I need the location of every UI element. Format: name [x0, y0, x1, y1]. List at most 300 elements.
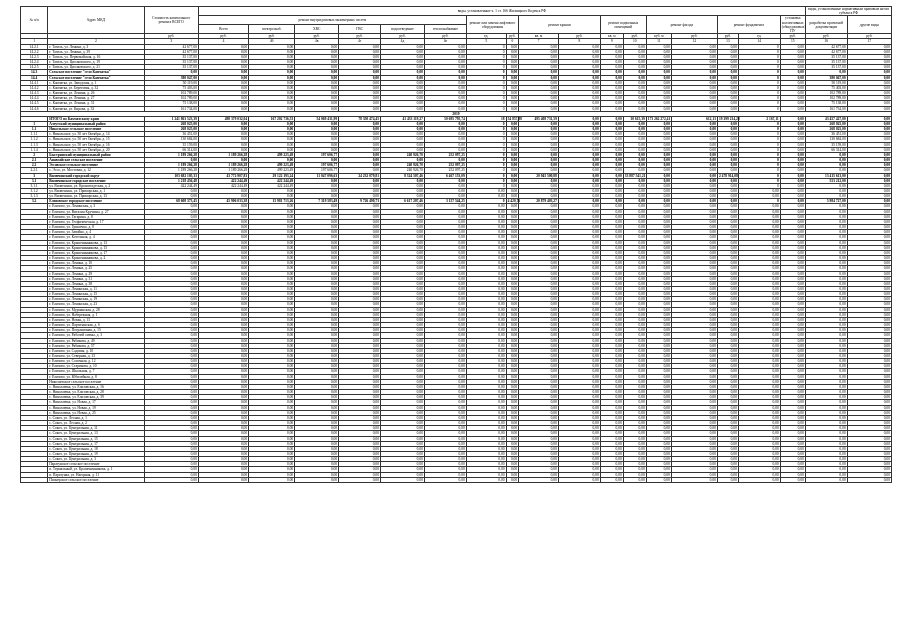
- row-value: 0,00: [249, 436, 295, 441]
- row-value: 0,00: [381, 261, 425, 266]
- row-value: 102 789,00: [805, 91, 847, 96]
- row-value: 0,00: [717, 462, 738, 467]
- row-value: 0,00: [600, 152, 623, 157]
- row-value: 0,00: [558, 147, 600, 152]
- row-value: 0,00: [424, 209, 466, 214]
- row-value: 0,00: [144, 214, 198, 219]
- row-address: с. Николаевка, ул. Елизовская, д. 39: [48, 395, 144, 400]
- row-value: 0,00: [339, 250, 381, 255]
- row-value: 0,00: [339, 333, 381, 338]
- row-value: 0,00: [847, 85, 891, 90]
- row-value: 0,00: [466, 312, 506, 317]
- row-value: 0,00: [847, 256, 891, 261]
- row-value: 0,00: [738, 204, 780, 209]
- row-value: 0,00: [424, 256, 466, 261]
- row-value: 0,00: [558, 106, 600, 111]
- row-value: 0,00: [646, 235, 671, 240]
- row-value: 0,00: [558, 472, 600, 477]
- row-value: 0,00: [381, 256, 425, 261]
- row-value: 0,00: [295, 431, 339, 436]
- row-value: 0,00: [717, 137, 738, 142]
- unit-cell: руб.: [339, 34, 381, 39]
- row-value: 0,00: [847, 65, 891, 70]
- row-value: 0,00: [623, 80, 646, 85]
- row-address: с. Камчатка, ул. Ленина, д. 27: [48, 96, 144, 101]
- row-value: 0,00: [717, 302, 738, 307]
- row-value: 0,00: [295, 297, 339, 302]
- row-value: 0,00: [805, 281, 847, 286]
- row-value: 0,00: [671, 338, 717, 343]
- row-value: 0,00: [623, 374, 646, 379]
- header-other: другие виды: [847, 16, 891, 34]
- row-value: 0,00: [339, 390, 381, 395]
- row-value: 0,00: [381, 462, 425, 467]
- row-value: 0,00: [805, 194, 847, 199]
- row-value: 0,00: [717, 410, 738, 415]
- row-value: 0,00: [144, 261, 198, 266]
- row-value: 0,00: [506, 209, 519, 214]
- row-value: 35 137,00: [144, 54, 198, 59]
- row-value: 0,00: [738, 225, 780, 230]
- row-number: 3.1.2: [21, 189, 48, 194]
- row-value: 0,00: [339, 359, 381, 364]
- row-value: 0,00: [847, 441, 891, 446]
- row-value: 0,00: [339, 302, 381, 307]
- row-value: 0,00: [295, 137, 339, 142]
- column-number-cell: 1: [21, 39, 48, 44]
- unit-cell: руб.: [717, 34, 738, 39]
- row-value: 102 789,00: [144, 91, 198, 96]
- row-value: 0,00: [506, 65, 519, 70]
- row-value: 0,00: [144, 281, 198, 286]
- row-value: 0,00: [424, 297, 466, 302]
- row-value: 0,00: [339, 338, 381, 343]
- row-value: 0,00: [249, 390, 295, 395]
- row-value: 0,00: [519, 142, 559, 147]
- row-value: 0,00: [671, 364, 717, 369]
- row-value: 0,00: [805, 472, 847, 477]
- row-value: 0,00: [339, 343, 381, 348]
- row-value: 0,00: [295, 70, 339, 75]
- row-value: 0,00: [600, 163, 623, 168]
- row-value: 0,00: [738, 400, 780, 405]
- row-value: 0,00: [717, 219, 738, 224]
- row-value: 0,00: [249, 379, 295, 384]
- row-value: 0,00: [381, 286, 425, 291]
- row-value: 0,00: [424, 312, 466, 317]
- row-value: 0,00: [506, 431, 519, 436]
- row-value: 0,00: [424, 410, 466, 415]
- row-value: 0,00: [738, 235, 780, 240]
- row-value: 0: [738, 137, 780, 142]
- row-value: 0,00: [381, 333, 425, 338]
- row-value: 0,00: [646, 395, 671, 400]
- row-value: 0,00: [738, 441, 780, 446]
- row-value: 0,00: [424, 96, 466, 101]
- row-value: 0,00: [600, 240, 623, 245]
- row-value: 0,00: [558, 307, 600, 312]
- row-value: 553 212,00: [805, 178, 847, 183]
- row-value: 0,00: [780, 338, 805, 343]
- row-value: 0,00: [381, 204, 425, 209]
- row-address: с. Николаевка, ул. Новая, д. 25: [48, 410, 144, 415]
- row-value: 0,00: [805, 158, 847, 163]
- row-value: 0,00: [738, 472, 780, 477]
- row-value: 0,00: [519, 436, 559, 441]
- row-value: 0,00: [558, 323, 600, 328]
- row-value: 0,00: [671, 400, 717, 405]
- row-value: 0,00: [623, 441, 646, 446]
- row-value: 0,00: [144, 302, 198, 307]
- row-value: 0,00: [249, 405, 295, 410]
- row-value: 0,00: [295, 245, 339, 250]
- row-value: 0,00: [144, 348, 198, 353]
- row-value: 0,00: [519, 178, 559, 183]
- row-value: 0,00: [717, 70, 738, 75]
- row-value: 0,00: [381, 457, 425, 462]
- row-value: 20 879 403,27: [519, 199, 559, 204]
- row-value: 0,00: [558, 116, 600, 121]
- row-value: 0,00: [519, 60, 559, 65]
- row-value: 0,00: [780, 405, 805, 410]
- row-value: 0,00: [780, 235, 805, 240]
- row-value: 0,00: [805, 400, 847, 405]
- row-number: 3.2: [21, 199, 48, 204]
- row-value: 0,00: [671, 219, 717, 224]
- row-value: 0,00: [847, 266, 891, 271]
- row-value: 0,00: [558, 266, 600, 271]
- row-value: 75 403,00: [805, 85, 847, 90]
- row-value: 0,00: [671, 390, 717, 395]
- row-value: 0,00: [780, 446, 805, 451]
- row-value: 0,00: [519, 137, 559, 142]
- row-value: 0,00: [424, 60, 466, 65]
- row-value: 0,00: [717, 49, 738, 54]
- row-address: г. Елизово, ул. Ленина, д. 31: [48, 276, 144, 281]
- row-value: 0,00: [424, 189, 466, 194]
- row-value: 0,00: [600, 101, 623, 106]
- row-number: 14.2.1: [21, 44, 48, 49]
- row-value: 66 314,00: [144, 147, 198, 152]
- row-value: 0,00: [646, 462, 671, 467]
- row-value: 0,00: [600, 256, 623, 261]
- row-address: с. Камчатка, ул. Ленина, д. 26: [48, 91, 144, 96]
- row-value: 0,00: [381, 410, 425, 415]
- row-value: 0,00: [600, 333, 623, 338]
- row-value: 0,00: [295, 96, 339, 101]
- row-value: 0,00: [339, 441, 381, 446]
- row-value: 9 726 490,73: [339, 199, 381, 204]
- column-number-cell: 7: [519, 39, 559, 44]
- row-value: 0,00: [805, 467, 847, 472]
- row-value: 0,00: [805, 359, 847, 364]
- row-value: 0,00: [600, 173, 623, 178]
- row-value: 0,00: [646, 214, 671, 219]
- row-address: г. Елизово, ул. Школьная, д. 7: [48, 369, 144, 374]
- row-value: 0,00: [847, 333, 891, 338]
- row-value: 0,00: [144, 343, 198, 348]
- row-value: 0,00: [339, 410, 381, 415]
- row-value: 0,00: [339, 245, 381, 250]
- row-value: 78 350 474,45: [339, 116, 381, 121]
- row-value: 0,00: [506, 142, 519, 147]
- row-value: 0,00: [424, 359, 466, 364]
- row-value: 0,00: [847, 369, 891, 374]
- row-value: 0,00: [646, 60, 671, 65]
- row-value: 0,00: [717, 240, 738, 245]
- row-value: 0,00: [339, 106, 381, 111]
- row-value: 0,00: [424, 132, 466, 137]
- row-value: 0,00: [717, 168, 738, 173]
- row-value: 0,00: [623, 446, 646, 451]
- row-value: 0,00: [558, 132, 600, 137]
- row-value: 0,00: [466, 462, 506, 467]
- row-value: 0,00: [780, 467, 805, 472]
- row-value: 0,00: [339, 49, 381, 54]
- row-value: 0,00: [623, 60, 646, 65]
- row-value: 0,00: [519, 194, 559, 199]
- row-value: 0,00: [249, 451, 295, 456]
- row-value: 0,00: [671, 415, 717, 420]
- column-number-cell: 10: [623, 39, 646, 44]
- row-value: 0,00: [558, 163, 600, 168]
- row-value: 0,00: [600, 91, 623, 96]
- row-value: 0,00: [738, 312, 780, 317]
- row-value: 0,00: [144, 338, 198, 343]
- row-value: 0,00: [506, 374, 519, 379]
- row-address: с. Николаевка, ул. Новая, д. 19: [48, 405, 144, 410]
- row-value: 0,00: [144, 446, 198, 451]
- row-value: 0,00: [144, 400, 198, 405]
- row-value: 0,00: [198, 121, 248, 126]
- row-value: 0,00: [600, 96, 623, 101]
- unit-cell: ед.: [466, 34, 506, 39]
- row-value: 0,00: [717, 451, 738, 456]
- row-value: 0,00: [198, 70, 248, 75]
- row-value: 0: [738, 49, 780, 54]
- table-row: [21, 477, 892, 482]
- row-value: 0,00: [558, 127, 600, 132]
- row-value: 0,00: [671, 374, 717, 379]
- row-value: 0,00: [780, 359, 805, 364]
- row-value: 0,00: [671, 276, 717, 281]
- row-value: 0,00: [717, 271, 738, 276]
- row-value: 0,00: [600, 348, 623, 353]
- row-value: 0,00: [144, 354, 198, 359]
- row-value: 0,00: [381, 189, 425, 194]
- row-value: 0,00: [717, 369, 738, 374]
- row-value: 0,00: [198, 364, 248, 369]
- row-value: 0,00: [600, 49, 623, 54]
- row-value: 0,00: [646, 230, 671, 235]
- row-address: с. Никольское, ул. 50 лет Октября, д. 15: [48, 137, 144, 142]
- row-value: 0,00: [519, 343, 559, 348]
- row-value: 0,00: [381, 240, 425, 245]
- row-value: 0,00: [717, 54, 738, 59]
- row-address: г. Елизово, ул. Крашенинникова, д. 17: [48, 250, 144, 255]
- row-value: 495 408 731,59: [519, 116, 559, 121]
- row-value: 0,00: [198, 343, 248, 348]
- row-value: 0,00: [249, 106, 295, 111]
- column-number-cell: 6: [506, 39, 519, 44]
- row-value: 0,00: [646, 374, 671, 379]
- row-value: 0,00: [424, 225, 466, 230]
- row-value: 0,00: [558, 85, 600, 90]
- row-address: г. Елизово, ул. Рябикова, д. 57: [48, 343, 144, 348]
- row-value: 0,00: [144, 230, 198, 235]
- row-value: 422 244,49: [249, 178, 295, 183]
- row-value: 0,00: [623, 307, 646, 312]
- row-value: 0,00: [646, 405, 671, 410]
- row-value: 0,00: [381, 338, 425, 343]
- row-value: 0,00: [198, 348, 248, 353]
- row-value: 0,00: [519, 132, 559, 137]
- row-address: Пионерское сельское поселение: [48, 477, 144, 482]
- row-value: 0,00: [295, 204, 339, 209]
- row-value: 0,00: [623, 183, 646, 188]
- row-value: 0,00: [381, 178, 425, 183]
- row-value: 0,00: [506, 323, 519, 328]
- row-value: 0,00: [381, 477, 425, 482]
- row-value: 1 189 266,28: [198, 152, 248, 157]
- row-value: 0,00: [466, 271, 506, 276]
- row-address: Николаевское сельское поселение: [48, 379, 144, 384]
- row-value: 0,00: [519, 415, 559, 420]
- row-value: 0,00: [198, 137, 248, 142]
- row-value: 0,00: [506, 137, 519, 142]
- row-value: 0,00: [144, 317, 198, 322]
- row-value: 0,00: [646, 292, 671, 297]
- row-value: 0,00: [623, 477, 646, 482]
- row-value: 0,00: [623, 209, 646, 214]
- row-value: 1 189 266,28: [198, 168, 248, 173]
- row-value: 0,00: [623, 343, 646, 348]
- header-roof: ремонт крыши: [519, 16, 601, 34]
- row-value: 0,00: [623, 359, 646, 364]
- row-value: 0,00: [519, 183, 559, 188]
- row-value: 0,00: [847, 297, 891, 302]
- row-value: 0,00: [738, 333, 780, 338]
- row-value: 0,00: [506, 256, 519, 261]
- row-value: 1 189 266,28: [144, 163, 198, 168]
- year-label: 2019: [21, 111, 892, 116]
- row-address: г. Елизово, ул. Ленинская, д. 23: [48, 302, 144, 307]
- row-value: 0,00: [717, 127, 738, 132]
- row-value: 0,00: [671, 106, 717, 111]
- row-value: 0,00: [466, 292, 506, 297]
- row-value: 0,00: [466, 235, 506, 240]
- row-number: 14.2.2: [21, 49, 48, 54]
- row-value: 0,00: [780, 132, 805, 137]
- row-value: 13 415 613,00: [805, 173, 847, 178]
- row-value: 0,00: [717, 415, 738, 420]
- row-address: Елизовское городское поселение: [48, 199, 144, 204]
- row-value: 0,00: [144, 441, 198, 446]
- row-value: 0,00: [381, 307, 425, 312]
- row-value: 0,00: [339, 121, 381, 126]
- row-value: 0,00: [805, 214, 847, 219]
- row-value: 0,00: [780, 106, 805, 111]
- row-value: 0,00: [805, 317, 847, 322]
- row-value: 0,00: [671, 286, 717, 291]
- row-value: 0,00: [339, 91, 381, 96]
- row-value: 0,00: [646, 49, 671, 54]
- row-value: 0,00: [519, 400, 559, 405]
- row-value: 0,00: [780, 163, 805, 168]
- row-value: 0,00: [144, 292, 198, 297]
- row-value: 252 097,25: [424, 163, 466, 168]
- row-value: 0,00: [600, 54, 623, 59]
- row-value: 0,00: [519, 405, 559, 410]
- row-value: 0,00: [506, 348, 519, 353]
- row-value: 0,00: [847, 163, 891, 168]
- column-number-cell: 5: [466, 39, 506, 44]
- row-value: 0: [738, 132, 780, 137]
- row-value: 0,00: [198, 292, 248, 297]
- row-value: 0,00: [558, 152, 600, 157]
- row-value: 0,00: [780, 158, 805, 163]
- document-page: [20, 6, 892, 483]
- row-value: 0,00: [506, 44, 519, 49]
- row-value: 0,00: [519, 281, 559, 286]
- row-value: 0,00: [339, 96, 381, 101]
- row-value: 0,00: [249, 80, 295, 85]
- row-value: 0,00: [780, 348, 805, 353]
- row-value: 197 606,77: [295, 152, 339, 157]
- row-value: 0,00: [600, 116, 623, 121]
- row-value: 0,00: [623, 431, 646, 436]
- row-value: 0: [466, 152, 506, 157]
- row-value: 0,00: [805, 168, 847, 173]
- row-value: 0,00: [198, 436, 248, 441]
- row-value: 0,00: [671, 235, 717, 240]
- row-value: 0,00: [506, 80, 519, 85]
- row-value: 0,00: [381, 302, 425, 307]
- row-value: 0,00: [671, 421, 717, 426]
- row-value: 0,00: [295, 415, 339, 420]
- row-value: 0,00: [339, 379, 381, 384]
- row-value: 0,00: [519, 451, 559, 456]
- row-value: 0,00: [466, 276, 506, 281]
- row-value: 0,00: [717, 364, 738, 369]
- header-extra-caption: виды, установленные нормативным правовым актом субъекта РФ: [805, 7, 891, 16]
- row-value: 0,00: [519, 101, 559, 106]
- row-value: 0,00: [558, 96, 600, 101]
- row-value: 0,00: [381, 390, 425, 395]
- row-value: 0,00: [381, 121, 425, 126]
- row-value: 0,00: [600, 235, 623, 240]
- row-value: 0,00: [600, 230, 623, 235]
- row-value: 0,00: [466, 359, 506, 364]
- row-value: 0,00: [847, 477, 891, 482]
- row-value: 0,00: [339, 307, 381, 312]
- row-value: 0,00: [558, 44, 600, 49]
- row-value: 0,00: [249, 374, 295, 379]
- row-value: 0,00: [558, 359, 600, 364]
- row-value: 0,00: [249, 281, 295, 286]
- row-value: 0,00: [381, 132, 425, 137]
- row-value: 0,00: [424, 219, 466, 224]
- row-value: 0,00: [805, 364, 847, 369]
- row-value: 0,00: [506, 379, 519, 384]
- row-value: 0,00: [623, 333, 646, 338]
- row-value: 0,00: [623, 323, 646, 328]
- row-address: с. Сокоч, ул. Центральная, д. 19: [48, 451, 144, 456]
- row-value: 0,00: [519, 219, 559, 224]
- row-value: 0,00: [506, 194, 519, 199]
- row-value: 0,00: [339, 261, 381, 266]
- row-value: 0,00: [144, 379, 198, 384]
